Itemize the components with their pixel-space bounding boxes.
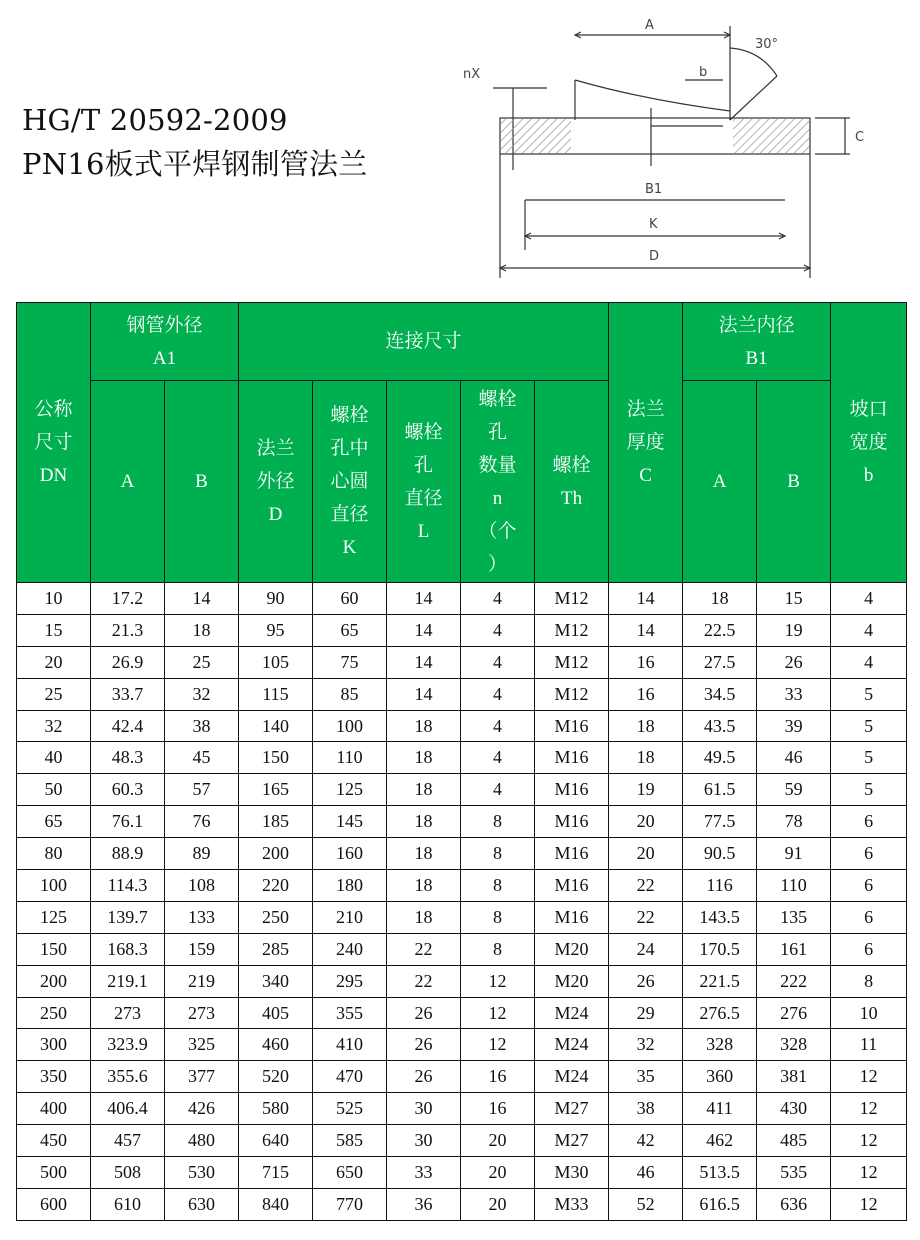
cell-thickness: 35 — [609, 1061, 683, 1093]
cell-bolt-circle: 85 — [313, 678, 387, 710]
cell-bolt-qty: 20 — [461, 1125, 535, 1157]
cell-bolt-thread: M33 — [535, 1188, 609, 1220]
cell-dn: 10 — [17, 583, 91, 615]
cell-bolt-thread: M27 — [535, 1093, 609, 1125]
cell-flange-od: 715 — [239, 1157, 313, 1189]
cell-bevel-width: 4 — [831, 646, 907, 678]
standard-code: HG/T 20592-2009 — [22, 103, 288, 137]
cell-bolt-qty: 12 — [461, 965, 535, 997]
cell-flange-id-b: 26 — [757, 646, 831, 678]
cell-bevel-width: 5 — [831, 774, 907, 806]
cell-flange-id-b: 39 — [757, 710, 831, 742]
cell-flange-id-b: 381 — [757, 1061, 831, 1093]
cell-dn: 20 — [17, 646, 91, 678]
cell-bolt-qty: 4 — [461, 678, 535, 710]
cell-pipe-od-b: 426 — [165, 1093, 239, 1125]
cell-bolt-circle: 65 — [313, 614, 387, 646]
cell-flange-id-b: 59 — [757, 774, 831, 806]
cell-bolt-thread: M30 — [535, 1157, 609, 1189]
cell-thickness: 52 — [609, 1188, 683, 1220]
cell-pipe-od-a: 508 — [91, 1157, 165, 1189]
cell-flange-od: 95 — [239, 614, 313, 646]
cell-flange-od: 150 — [239, 742, 313, 774]
cell-dn: 600 — [17, 1188, 91, 1220]
cell-bolt-thread: M12 — [535, 678, 609, 710]
cell-pipe-od-b: 14 — [165, 583, 239, 615]
cell-bolt-circle: 770 — [313, 1188, 387, 1220]
table-row — [17, 614, 907, 646]
table-row — [17, 933, 907, 965]
cell-bolt-qty: 4 — [461, 774, 535, 806]
dim-label-b1: B1 — [645, 182, 663, 197]
cell-bolt-circle: 180 — [313, 870, 387, 902]
cell-flange-id-a: 221.5 — [683, 965, 757, 997]
cell-pipe-od-b: 57 — [165, 774, 239, 806]
cell-bolt-circle: 145 — [313, 806, 387, 838]
cell-flange-id-b: 161 — [757, 933, 831, 965]
cell-pipe-od-b: 219 — [165, 965, 239, 997]
cell-pipe-od-a: 406.4 — [91, 1093, 165, 1125]
cell-flange-id-a: 77.5 — [683, 806, 757, 838]
cell-flange-od: 185 — [239, 806, 313, 838]
cell-pipe-od-a: 48.3 — [91, 742, 165, 774]
cell-pipe-od-a: 21.3 — [91, 614, 165, 646]
cell-bevel-width: 5 — [831, 710, 907, 742]
cell-flange-od: 405 — [239, 997, 313, 1029]
cell-flange-od: 165 — [239, 774, 313, 806]
cell-bolt-hole: 22 — [387, 933, 461, 965]
table-row — [17, 870, 907, 902]
header-flange-od: 法兰 外径 D — [239, 381, 313, 583]
cell-pipe-od-a: 273 — [91, 997, 165, 1029]
table-row — [17, 774, 907, 806]
cell-pipe-od-b: 480 — [165, 1125, 239, 1157]
cell-pipe-od-b: 38 — [165, 710, 239, 742]
cell-dn: 250 — [17, 997, 91, 1029]
cell-flange-id-a: 328 — [683, 1029, 757, 1061]
cell-bolt-thread: M24 — [535, 1029, 609, 1061]
cell-pipe-od-a: 42.4 — [91, 710, 165, 742]
cell-flange-od: 840 — [239, 1188, 313, 1220]
cell-bolt-qty: 4 — [461, 742, 535, 774]
cell-bolt-qty: 8 — [461, 806, 535, 838]
cell-bolt-circle: 100 — [313, 710, 387, 742]
cell-bolt-hole: 36 — [387, 1188, 461, 1220]
cell-thickness: 32 — [609, 1029, 683, 1061]
title-block — [22, 98, 367, 186]
cell-dn: 65 — [17, 806, 91, 838]
cell-dn: 25 — [17, 678, 91, 710]
cell-flange-od: 520 — [239, 1061, 313, 1093]
cell-bolt-circle: 75 — [313, 646, 387, 678]
cell-flange-od: 220 — [239, 870, 313, 902]
cell-pipe-od-b: 18 — [165, 614, 239, 646]
cell-flange-id-a: 34.5 — [683, 678, 757, 710]
table-row — [17, 1125, 907, 1157]
cell-bevel-width: 12 — [831, 1188, 907, 1220]
table-row — [17, 742, 907, 774]
cell-thickness: 20 — [609, 806, 683, 838]
cell-flange-id-a: 18 — [683, 583, 757, 615]
cell-bolt-circle: 125 — [313, 774, 387, 806]
cell-flange-od: 460 — [239, 1029, 313, 1061]
cell-bolt-hole: 18 — [387, 870, 461, 902]
cell-pipe-od-b: 325 — [165, 1029, 239, 1061]
cell-flange-id-a: 43.5 — [683, 710, 757, 742]
cell-bevel-width: 5 — [831, 742, 907, 774]
cell-bolt-circle: 210 — [313, 901, 387, 933]
cell-pipe-od-a: 26.9 — [91, 646, 165, 678]
cell-bolt-hole: 33 — [387, 1157, 461, 1189]
table-row — [17, 583, 907, 615]
cell-bolt-circle: 160 — [313, 838, 387, 870]
cell-pipe-od-b: 377 — [165, 1061, 239, 1093]
cell-flange-id-a: 616.5 — [683, 1188, 757, 1220]
cell-dn: 40 — [17, 742, 91, 774]
cell-dn: 200 — [17, 965, 91, 997]
cell-pipe-od-a: 33.7 — [91, 678, 165, 710]
cell-dn: 125 — [17, 901, 91, 933]
cell-flange-id-a: 170.5 — [683, 933, 757, 965]
cell-pipe-od-a: 168.3 — [91, 933, 165, 965]
cell-thickness: 19 — [609, 774, 683, 806]
cell-thickness: 14 — [609, 583, 683, 615]
cell-flange-id-a: 27.5 — [683, 646, 757, 678]
cell-flange-id-a: 22.5 — [683, 614, 757, 646]
cell-thickness: 18 — [609, 742, 683, 774]
header-pipe-od-a: A — [91, 381, 165, 583]
cell-pipe-od-a: 88.9 — [91, 838, 165, 870]
cell-flange-id-b: 78 — [757, 806, 831, 838]
cell-flange-id-a: 116 — [683, 870, 757, 902]
header-pipe-od: 钢管外径 A1 — [91, 303, 239, 381]
cell-bolt-qty: 12 — [461, 997, 535, 1029]
cell-bevel-width: 6 — [831, 870, 907, 902]
cell-bolt-hole: 22 — [387, 965, 461, 997]
cell-bolt-thread: M16 — [535, 806, 609, 838]
cell-flange-od: 115 — [239, 678, 313, 710]
cell-flange-od: 285 — [239, 933, 313, 965]
cell-bevel-width: 12 — [831, 1093, 907, 1125]
cell-bolt-qty: 12 — [461, 1029, 535, 1061]
cell-dn: 32 — [17, 710, 91, 742]
cell-pipe-od-a: 323.9 — [91, 1029, 165, 1061]
cell-flange-id-b: 636 — [757, 1188, 831, 1220]
cell-flange-id-b: 15 — [757, 583, 831, 615]
header-bolt-circle: 螺栓 孔中 心圆 直径 K — [313, 381, 387, 583]
cell-bevel-width: 12 — [831, 1125, 907, 1157]
cell-flange-od: 640 — [239, 1125, 313, 1157]
cell-bolt-qty: 4 — [461, 583, 535, 615]
header-flange-id-a: A — [683, 381, 757, 583]
cell-flange-id-a: 360 — [683, 1061, 757, 1093]
header-flange-id-b: B — [757, 381, 831, 583]
table-row — [17, 1029, 907, 1061]
cell-thickness: 38 — [609, 1093, 683, 1125]
dim-label-c: C — [855, 130, 865, 145]
cell-bolt-hole: 30 — [387, 1125, 461, 1157]
cell-bevel-width: 11 — [831, 1029, 907, 1061]
cell-bolt-qty: 20 — [461, 1157, 535, 1189]
table-row — [17, 1188, 907, 1220]
cell-dn: 400 — [17, 1093, 91, 1125]
cell-flange-id-a: 61.5 — [683, 774, 757, 806]
cell-bevel-width: 6 — [831, 838, 907, 870]
cell-flange-id-b: 430 — [757, 1093, 831, 1125]
cell-bolt-circle: 110 — [313, 742, 387, 774]
cell-bolt-circle: 295 — [313, 965, 387, 997]
cell-bolt-hole: 30 — [387, 1093, 461, 1125]
cell-dn: 50 — [17, 774, 91, 806]
cell-dn: 350 — [17, 1061, 91, 1093]
dim-label-b: b — [699, 65, 708, 80]
flange-spec-table — [16, 302, 907, 1221]
cell-bolt-thread: M27 — [535, 1125, 609, 1157]
table-row — [17, 646, 907, 678]
cell-bolt-thread: M12 — [535, 646, 609, 678]
cell-pipe-od-a: 76.1 — [91, 806, 165, 838]
cell-bolt-hole: 26 — [387, 997, 461, 1029]
cell-bolt-qty: 8 — [461, 838, 535, 870]
cell-flange-id-a: 513.5 — [683, 1157, 757, 1189]
cell-pipe-od-b: 133 — [165, 901, 239, 933]
cell-bolt-qty: 16 — [461, 1061, 535, 1093]
cell-bevel-width: 5 — [831, 678, 907, 710]
cell-pipe-od-b: 89 — [165, 838, 239, 870]
cell-flange-id-b: 33 — [757, 678, 831, 710]
cell-bolt-thread: M12 — [535, 614, 609, 646]
header-bolt-qty: 螺栓 孔 数量 n （个 ） — [461, 381, 535, 583]
cell-flange-id-b: 535 — [757, 1157, 831, 1189]
cell-dn: 100 — [17, 870, 91, 902]
table-row — [17, 806, 907, 838]
flange-cross-section-diagram — [455, 8, 915, 288]
cell-bolt-qty: 20 — [461, 1188, 535, 1220]
header-flange-id: 法兰内径 B1 — [683, 303, 831, 381]
header-connection: 连接尺寸 — [239, 303, 609, 381]
document-title: PN16板式平焊钢制管法兰 — [22, 147, 368, 181]
cell-flange-id-a: 462 — [683, 1125, 757, 1157]
table-row — [17, 965, 907, 997]
cell-pipe-od-b: 108 — [165, 870, 239, 902]
cell-dn: 300 — [17, 1029, 91, 1061]
cell-bolt-qty: 4 — [461, 614, 535, 646]
cell-flange-id-a: 411 — [683, 1093, 757, 1125]
cell-bolt-circle: 60 — [313, 583, 387, 615]
cell-bolt-hole: 14 — [387, 583, 461, 615]
cell-flange-id-b: 135 — [757, 901, 831, 933]
cell-bolt-hole: 18 — [387, 742, 461, 774]
dim-label-angle: 30° — [755, 37, 779, 52]
cell-thickness: 20 — [609, 838, 683, 870]
cell-pipe-od-a: 457 — [91, 1125, 165, 1157]
cell-pipe-od-b: 630 — [165, 1188, 239, 1220]
cell-pipe-od-a: 60.3 — [91, 774, 165, 806]
cell-bolt-circle: 585 — [313, 1125, 387, 1157]
cell-bolt-hole: 18 — [387, 710, 461, 742]
cell-flange-id-b: 91 — [757, 838, 831, 870]
cell-pipe-od-a: 139.7 — [91, 901, 165, 933]
table-row — [17, 901, 907, 933]
cell-pipe-od-a: 17.2 — [91, 583, 165, 615]
header-dn: 公称 尺寸 DN — [17, 303, 91, 583]
cell-dn: 500 — [17, 1157, 91, 1189]
cell-bolt-thread: M20 — [535, 933, 609, 965]
cell-bevel-width: 6 — [831, 806, 907, 838]
table-row — [17, 1157, 907, 1189]
cell-bolt-hole: 18 — [387, 806, 461, 838]
cell-dn: 450 — [17, 1125, 91, 1157]
cell-bolt-hole: 26 — [387, 1061, 461, 1093]
cell-flange-id-b: 222 — [757, 965, 831, 997]
table-row — [17, 678, 907, 710]
cell-bolt-thread: M16 — [535, 870, 609, 902]
cell-bolt-hole: 14 — [387, 646, 461, 678]
cell-pipe-od-a: 219.1 — [91, 965, 165, 997]
cell-bolt-qty: 16 — [461, 1093, 535, 1125]
cell-bolt-circle: 240 — [313, 933, 387, 965]
cell-bolt-thread: M24 — [535, 997, 609, 1029]
cell-pipe-od-b: 530 — [165, 1157, 239, 1189]
cell-bevel-width: 8 — [831, 965, 907, 997]
cell-thickness: 16 — [609, 646, 683, 678]
cell-dn: 80 — [17, 838, 91, 870]
cell-flange-od: 140 — [239, 710, 313, 742]
cell-thickness: 16 — [609, 678, 683, 710]
cell-bolt-thread: M16 — [535, 774, 609, 806]
cell-pipe-od-b: 76 — [165, 806, 239, 838]
header-thickness: 法兰 厚度 C — [609, 303, 683, 583]
cell-flange-id-b: 485 — [757, 1125, 831, 1157]
cell-bevel-width: 4 — [831, 614, 907, 646]
cell-flange-od: 250 — [239, 901, 313, 933]
cell-flange-od: 200 — [239, 838, 313, 870]
cell-bolt-hole: 18 — [387, 838, 461, 870]
cell-flange-id-b: 328 — [757, 1029, 831, 1061]
cell-pipe-od-a: 610 — [91, 1188, 165, 1220]
cell-flange-id-b: 46 — [757, 742, 831, 774]
table-row — [17, 1093, 907, 1125]
dim-label-nx: nX — [463, 67, 481, 82]
table-row — [17, 997, 907, 1029]
cell-thickness: 18 — [609, 710, 683, 742]
cell-bolt-thread: M16 — [535, 742, 609, 774]
cell-thickness: 22 — [609, 901, 683, 933]
cell-flange-id-a: 143.5 — [683, 901, 757, 933]
header-bevel-width: 坡口 宽度 b — [831, 303, 907, 583]
cell-thickness: 42 — [609, 1125, 683, 1157]
table-row — [17, 838, 907, 870]
cell-bolt-thread: M24 — [535, 1061, 609, 1093]
dim-label-d: D — [649, 249, 660, 264]
cell-bevel-width: 6 — [831, 933, 907, 965]
table-body — [17, 583, 907, 1221]
cell-flange-od: 90 — [239, 583, 313, 615]
cell-bevel-width: 12 — [831, 1061, 907, 1093]
cell-bolt-hole: 14 — [387, 614, 461, 646]
cell-bolt-hole: 26 — [387, 1029, 461, 1061]
cell-bolt-circle: 525 — [313, 1093, 387, 1125]
cell-pipe-od-b: 159 — [165, 933, 239, 965]
cell-pipe-od-a: 114.3 — [91, 870, 165, 902]
cell-bolt-qty: 8 — [461, 933, 535, 965]
cell-bevel-width: 4 — [831, 583, 907, 615]
cell-dn: 15 — [17, 614, 91, 646]
cell-flange-id-a: 276.5 — [683, 997, 757, 1029]
cell-pipe-od-b: 273 — [165, 997, 239, 1029]
cell-bolt-circle: 470 — [313, 1061, 387, 1093]
table-row — [17, 710, 907, 742]
cell-flange-od: 340 — [239, 965, 313, 997]
header-bolt-hole: 螺栓 孔 直径 L — [387, 381, 461, 583]
cell-dn: 150 — [17, 933, 91, 965]
cell-thickness: 14 — [609, 614, 683, 646]
table-row — [17, 1061, 907, 1093]
cell-thickness: 46 — [609, 1157, 683, 1189]
cell-bolt-circle: 650 — [313, 1157, 387, 1189]
header-pipe-od-b: B — [165, 381, 239, 583]
cell-pipe-od-b: 32 — [165, 678, 239, 710]
cell-bevel-width: 10 — [831, 997, 907, 1029]
cell-flange-id-a: 49.5 — [683, 742, 757, 774]
cell-bevel-width: 6 — [831, 901, 907, 933]
cell-flange-id-b: 276 — [757, 997, 831, 1029]
cell-pipe-od-b: 25 — [165, 646, 239, 678]
cell-bevel-width: 12 — [831, 1157, 907, 1189]
cell-flange-od: 580 — [239, 1093, 313, 1125]
cell-thickness: 22 — [609, 870, 683, 902]
cell-bolt-qty: 8 — [461, 901, 535, 933]
cell-bolt-thread: M16 — [535, 901, 609, 933]
cell-thickness: 26 — [609, 965, 683, 997]
cell-pipe-od-b: 45 — [165, 742, 239, 774]
cell-flange-id-b: 19 — [757, 614, 831, 646]
header-bolt-thread: 螺栓 Th — [535, 381, 609, 583]
cell-bolt-qty: 4 — [461, 646, 535, 678]
cell-bolt-thread: M12 — [535, 583, 609, 615]
cell-bolt-thread: M16 — [535, 838, 609, 870]
cell-bolt-circle: 355 — [313, 997, 387, 1029]
cell-flange-od: 105 — [239, 646, 313, 678]
cell-thickness: 24 — [609, 933, 683, 965]
cell-pipe-od-a: 355.6 — [91, 1061, 165, 1093]
cell-bolt-qty: 8 — [461, 870, 535, 902]
cell-bolt-hole: 18 — [387, 774, 461, 806]
cell-bolt-hole: 14 — [387, 678, 461, 710]
cell-bolt-thread: M20 — [535, 965, 609, 997]
cell-bolt-hole: 18 — [387, 901, 461, 933]
cell-bolt-circle: 410 — [313, 1029, 387, 1061]
dim-label-a: A — [645, 18, 654, 33]
cell-flange-id-a: 90.5 — [683, 838, 757, 870]
dim-label-k: K — [649, 217, 658, 232]
cell-bolt-qty: 4 — [461, 710, 535, 742]
cell-thickness: 29 — [609, 997, 683, 1029]
cell-bolt-thread: M16 — [535, 710, 609, 742]
cell-flange-id-b: 110 — [757, 870, 831, 902]
